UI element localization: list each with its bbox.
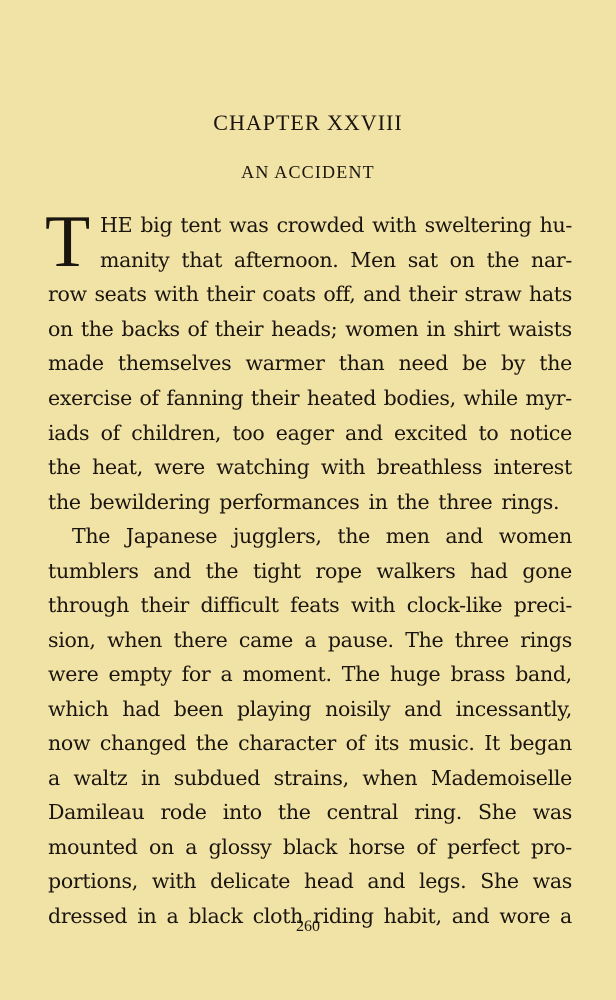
text-line: through their difficult feats with clock-like preci- [48,593,572,617]
text-line: were empty for a moment. The huge brass band, [48,662,572,686]
text-line: which had been playing noisily and incessantly, [48,697,572,721]
text-line: portions, with delicate head and legs. She was [48,869,572,893]
text-line: made themselves warmer than need be by the [48,351,572,375]
drop-cap: T [45,201,91,283]
page-number: 260 [296,918,320,935]
text-line: sion, when there came a pause. The three rings [48,628,572,652]
text-line: exercise of fanning their heated bodies, while myr- [48,386,572,410]
text-line: tumblers and the tight rope walkers had gone [48,559,572,583]
text-line: manity that afternoon. Men sat on the nar- [100,248,572,272]
text-line: a waltz in subdued strains, when Mademoiselle [48,766,572,790]
text-line: The Japanese jugglers, the men and women [72,524,572,548]
chapter-title: AN ACCIDENT [241,162,375,182]
chapter-heading: CHAPTER XXVIII [213,110,403,135]
text-line: now changed the character of its music. It began [48,731,572,755]
text-line: mounted on a glossy black horse of perfect pro- [48,835,572,859]
text-line: Damileau rode into the central ring. She was [48,800,572,824]
text-line: the bewildering performances in the three rings. [48,490,560,514]
text-line: on the backs of their heads; women in shirt waists [48,317,572,341]
text-line: iads of children, too eager and excited to notice [48,421,572,445]
text-line: HE big tent was crowded with sweltering hu- [100,213,572,237]
text-line: dressed in a black cloth riding habit, and wore a [48,904,572,928]
text-line: the heat, were watching with breathless interest [48,455,572,479]
text-line: row seats with their coats off, and their straw hats [48,282,572,306]
